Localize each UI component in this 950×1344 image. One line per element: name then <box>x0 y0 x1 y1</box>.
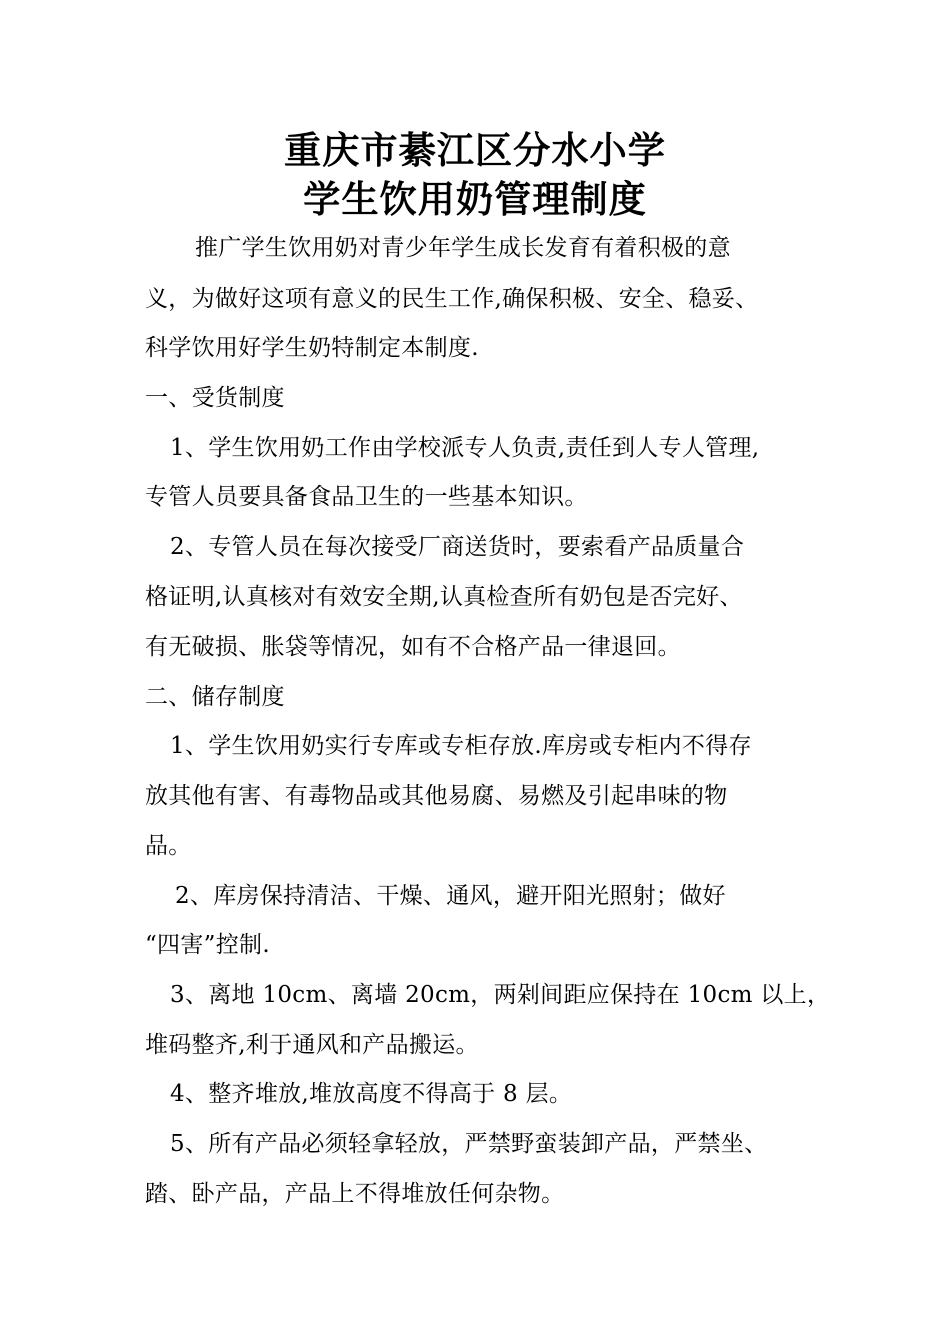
intro-paragraph-line: 推广学生饮用奶对青少年学生成长发育有着积极的意 <box>195 235 731 261</box>
receiving-item-line: 2、专管人员在每次接受厂商送货时，要索看产品质量合 <box>170 534 745 560</box>
storage-item-line: 3、离地 10cm、离墙 20cm，两剁间距应保持在 10cm 以上， <box>170 982 831 1008</box>
document-title-policy: 学生饮用奶管理制度 <box>303 177 647 221</box>
intro-paragraph-line: 义，为做好这项有意义的民生工作,确保积极、安全、稳妥、 <box>145 286 759 312</box>
receiving-item-line: 格证明,认真核对有效安全期,认真检查所有奶包是否完好、 <box>145 584 743 610</box>
storage-item-line: 放其他有害、有毒物品或其他易腐、易燃及引起串味的物 <box>145 783 728 809</box>
receiving-item-line: 有无破损、胀袋等情况，如有不合格产品一律退回。 <box>145 634 681 660</box>
storage-item-line: 4、整齐堆放,堆放高度不得高于 8 层。 <box>170 1081 573 1107</box>
storage-item-line: “四害”控制. <box>145 932 270 958</box>
storage-item-line: 堆码整齐,利于通风和产品搬运。 <box>145 1032 479 1058</box>
section-heading-storage: 二、储存制度 <box>145 684 285 710</box>
storage-item-line: 2、库房保持清洁、干燥、通风，避开阳光照射；做好 <box>175 883 726 909</box>
document-title-school: 重庆市綦江区分水小学 <box>284 128 666 172</box>
section-heading-receiving: 一、受货制度 <box>145 385 285 411</box>
receiving-item-line: 专管人员要具备食品卫生的一些基本知识。 <box>145 484 588 510</box>
storage-item-line: 5、所有产品必须轻拿轻放，严禁野蛮装卸产品，严禁坐、 <box>170 1131 768 1157</box>
intro-paragraph-line: 科学饮用好学生奶特制定本制度. <box>145 335 479 361</box>
receiving-item-line: 1、学生饮用奶工作由学校派专人负责,责任到人专人管理, <box>170 435 760 461</box>
storage-item-line: 品。 <box>145 833 192 859</box>
storage-item-line: 踏、卧产品，产品上不得堆放任何杂物。 <box>145 1181 565 1207</box>
storage-item-line: 1、学生饮用奶实行专库或专柜存放.库房或专柜内不得存 <box>170 733 752 759</box>
